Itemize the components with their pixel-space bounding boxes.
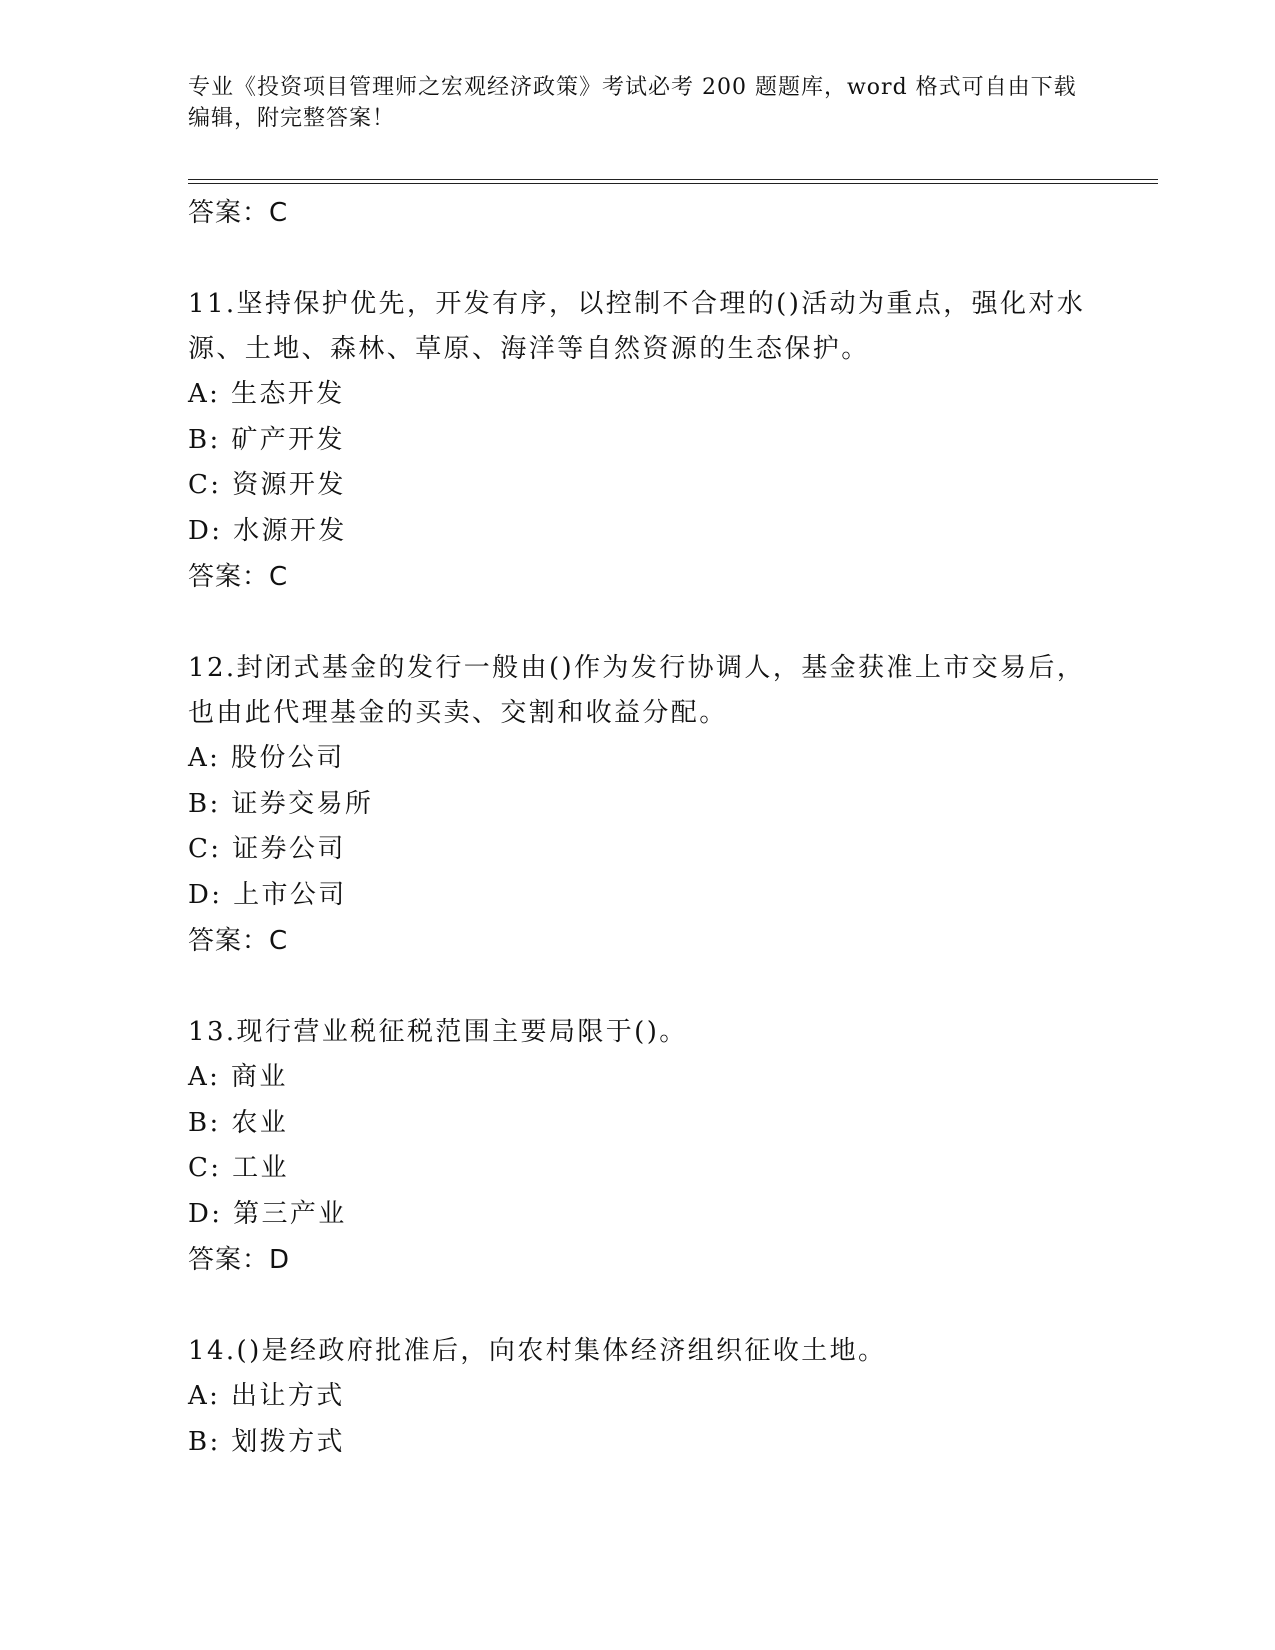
question-text: 12.封闭式基金的发行一般由()作为发行协调人，基金获准上市交易后，也由此代理基金的买卖、交割和收益分配。 (188, 653, 1086, 728)
question-block (188, 1010, 1088, 1283)
question-text: 14.()是经政府批准后，向农村集体经济组织征收土地。 (188, 1336, 887, 1366)
option-c: C: 证券公司 (188, 834, 346, 864)
option-a: A: 股份公司 (188, 743, 345, 773)
option-b: B: 矿产开发 (188, 424, 345, 455)
option-c: C: 工业 (188, 1153, 289, 1183)
option-b: B: 划拨方式 (188, 1426, 345, 1457)
question-text: 13.现行营业税征税范围主要局限于()。 (188, 1017, 688, 1047)
option-d: D: 水源开发 (188, 515, 347, 546)
header-rule-bottom (188, 183, 1158, 184)
header-rule-top (188, 179, 1158, 180)
document-body (188, 190, 1088, 1465)
option-a: A: 出让方式 (188, 1381, 345, 1411)
answer-line: 答案：C (188, 198, 289, 228)
question-block (188, 1329, 1088, 1465)
answer-line: 答案：D (188, 1245, 291, 1275)
answer-line: 答案：C (188, 562, 289, 592)
question-block (188, 646, 1088, 964)
option-d: D: 上市公司 (188, 879, 347, 910)
question-text: 11.坚持保护优先，开发有序，以控制不合理的()活动为重点，强化对水源、土地、森林、草原、海洋等自然资源的生态保护。 (188, 289, 1086, 364)
option-b: B: 农业 (188, 1107, 289, 1138)
option-a: A: 商业 (188, 1062, 288, 1092)
option-a: A: 生态开发 (188, 379, 345, 409)
page-header-title: 专业《投资项目管理师之宏观经济政策》考试必考 200 题题库，word 格式可自由下载编辑，附完整答案！ (188, 75, 1077, 131)
answer-line: 答案：C (188, 926, 289, 956)
question-block (188, 282, 1088, 600)
option-b: B: 证券交易所 (188, 788, 374, 819)
option-d: D: 第三产业 (188, 1198, 347, 1229)
option-c: C: 资源开发 (188, 470, 346, 500)
